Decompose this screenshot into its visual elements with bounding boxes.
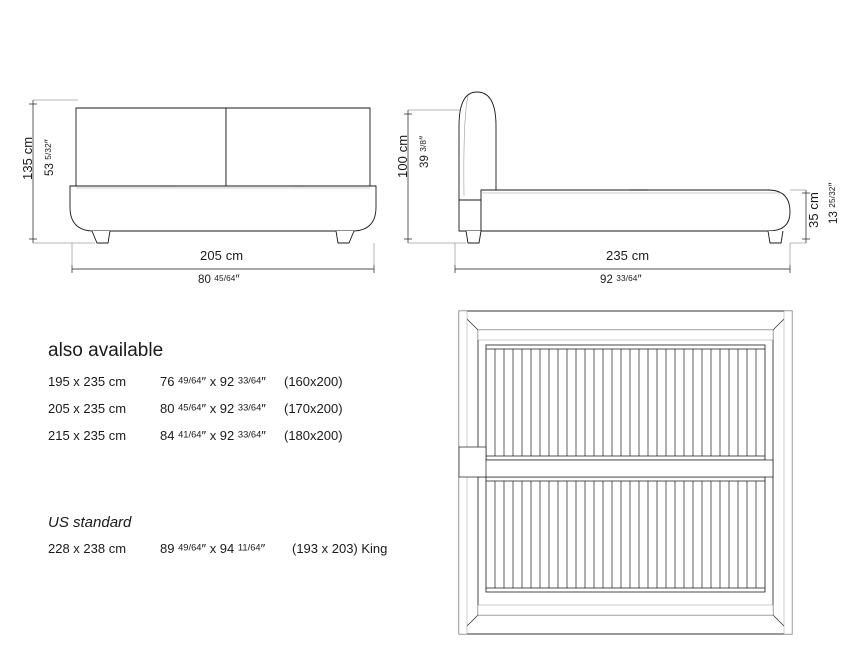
available-paren: (170x200) bbox=[284, 401, 343, 416]
seat-height-imperial-label: 13 25/32″ bbox=[828, 182, 841, 224]
front-height-dimension bbox=[29, 100, 95, 243]
side-height-imperial-label: 39 3/8″ bbox=[419, 135, 432, 168]
side-height-metric-label: 100 cm bbox=[395, 134, 410, 178]
side-length-imperial-label: 92 33/64″ bbox=[600, 274, 642, 287]
side-length-metric-label: 235 cm bbox=[606, 248, 650, 263]
us-standard-metric: 228 x 238 cm bbox=[48, 541, 127, 556]
available-paren: (160x200) bbox=[284, 374, 343, 389]
top-view-group bbox=[459, 311, 792, 634]
available-imperial: 76 49/64″ x 92 33/64″ bbox=[160, 374, 266, 389]
side-height-dimension bbox=[404, 110, 466, 243]
front-width-imperial-label: 80 45/64″ bbox=[198, 274, 240, 287]
us-standard-heading: US standard bbox=[48, 514, 132, 531]
us-standard-paren: (193 x 203) King bbox=[292, 541, 388, 556]
front-width-metric-label: 205 cm bbox=[200, 248, 244, 263]
available-metric: 195 x 235 cm bbox=[48, 374, 127, 389]
also-available-heading: also available bbox=[48, 340, 164, 361]
us-standard-imperial: 89 49/64″ x 94 11/64″ bbox=[160, 541, 266, 556]
available-imperial: 80 45/64″ x 92 33/64″ bbox=[160, 401, 266, 416]
front-height-imperial-label: 53 5/32″ bbox=[44, 139, 57, 176]
available-metric: 215 x 235 cm bbox=[48, 428, 127, 443]
front-view-group bbox=[70, 108, 376, 243]
seat-height-metric-label: 35 cm bbox=[806, 192, 821, 228]
available-paren: (180x200) bbox=[284, 428, 343, 443]
available-metric: 205 x 235 cm bbox=[48, 401, 127, 416]
side-view-group bbox=[459, 92, 790, 243]
front-height-metric-label: 135 cm bbox=[20, 136, 35, 180]
available-imperial: 84 41/64″ x 92 33/64″ bbox=[160, 428, 266, 443]
